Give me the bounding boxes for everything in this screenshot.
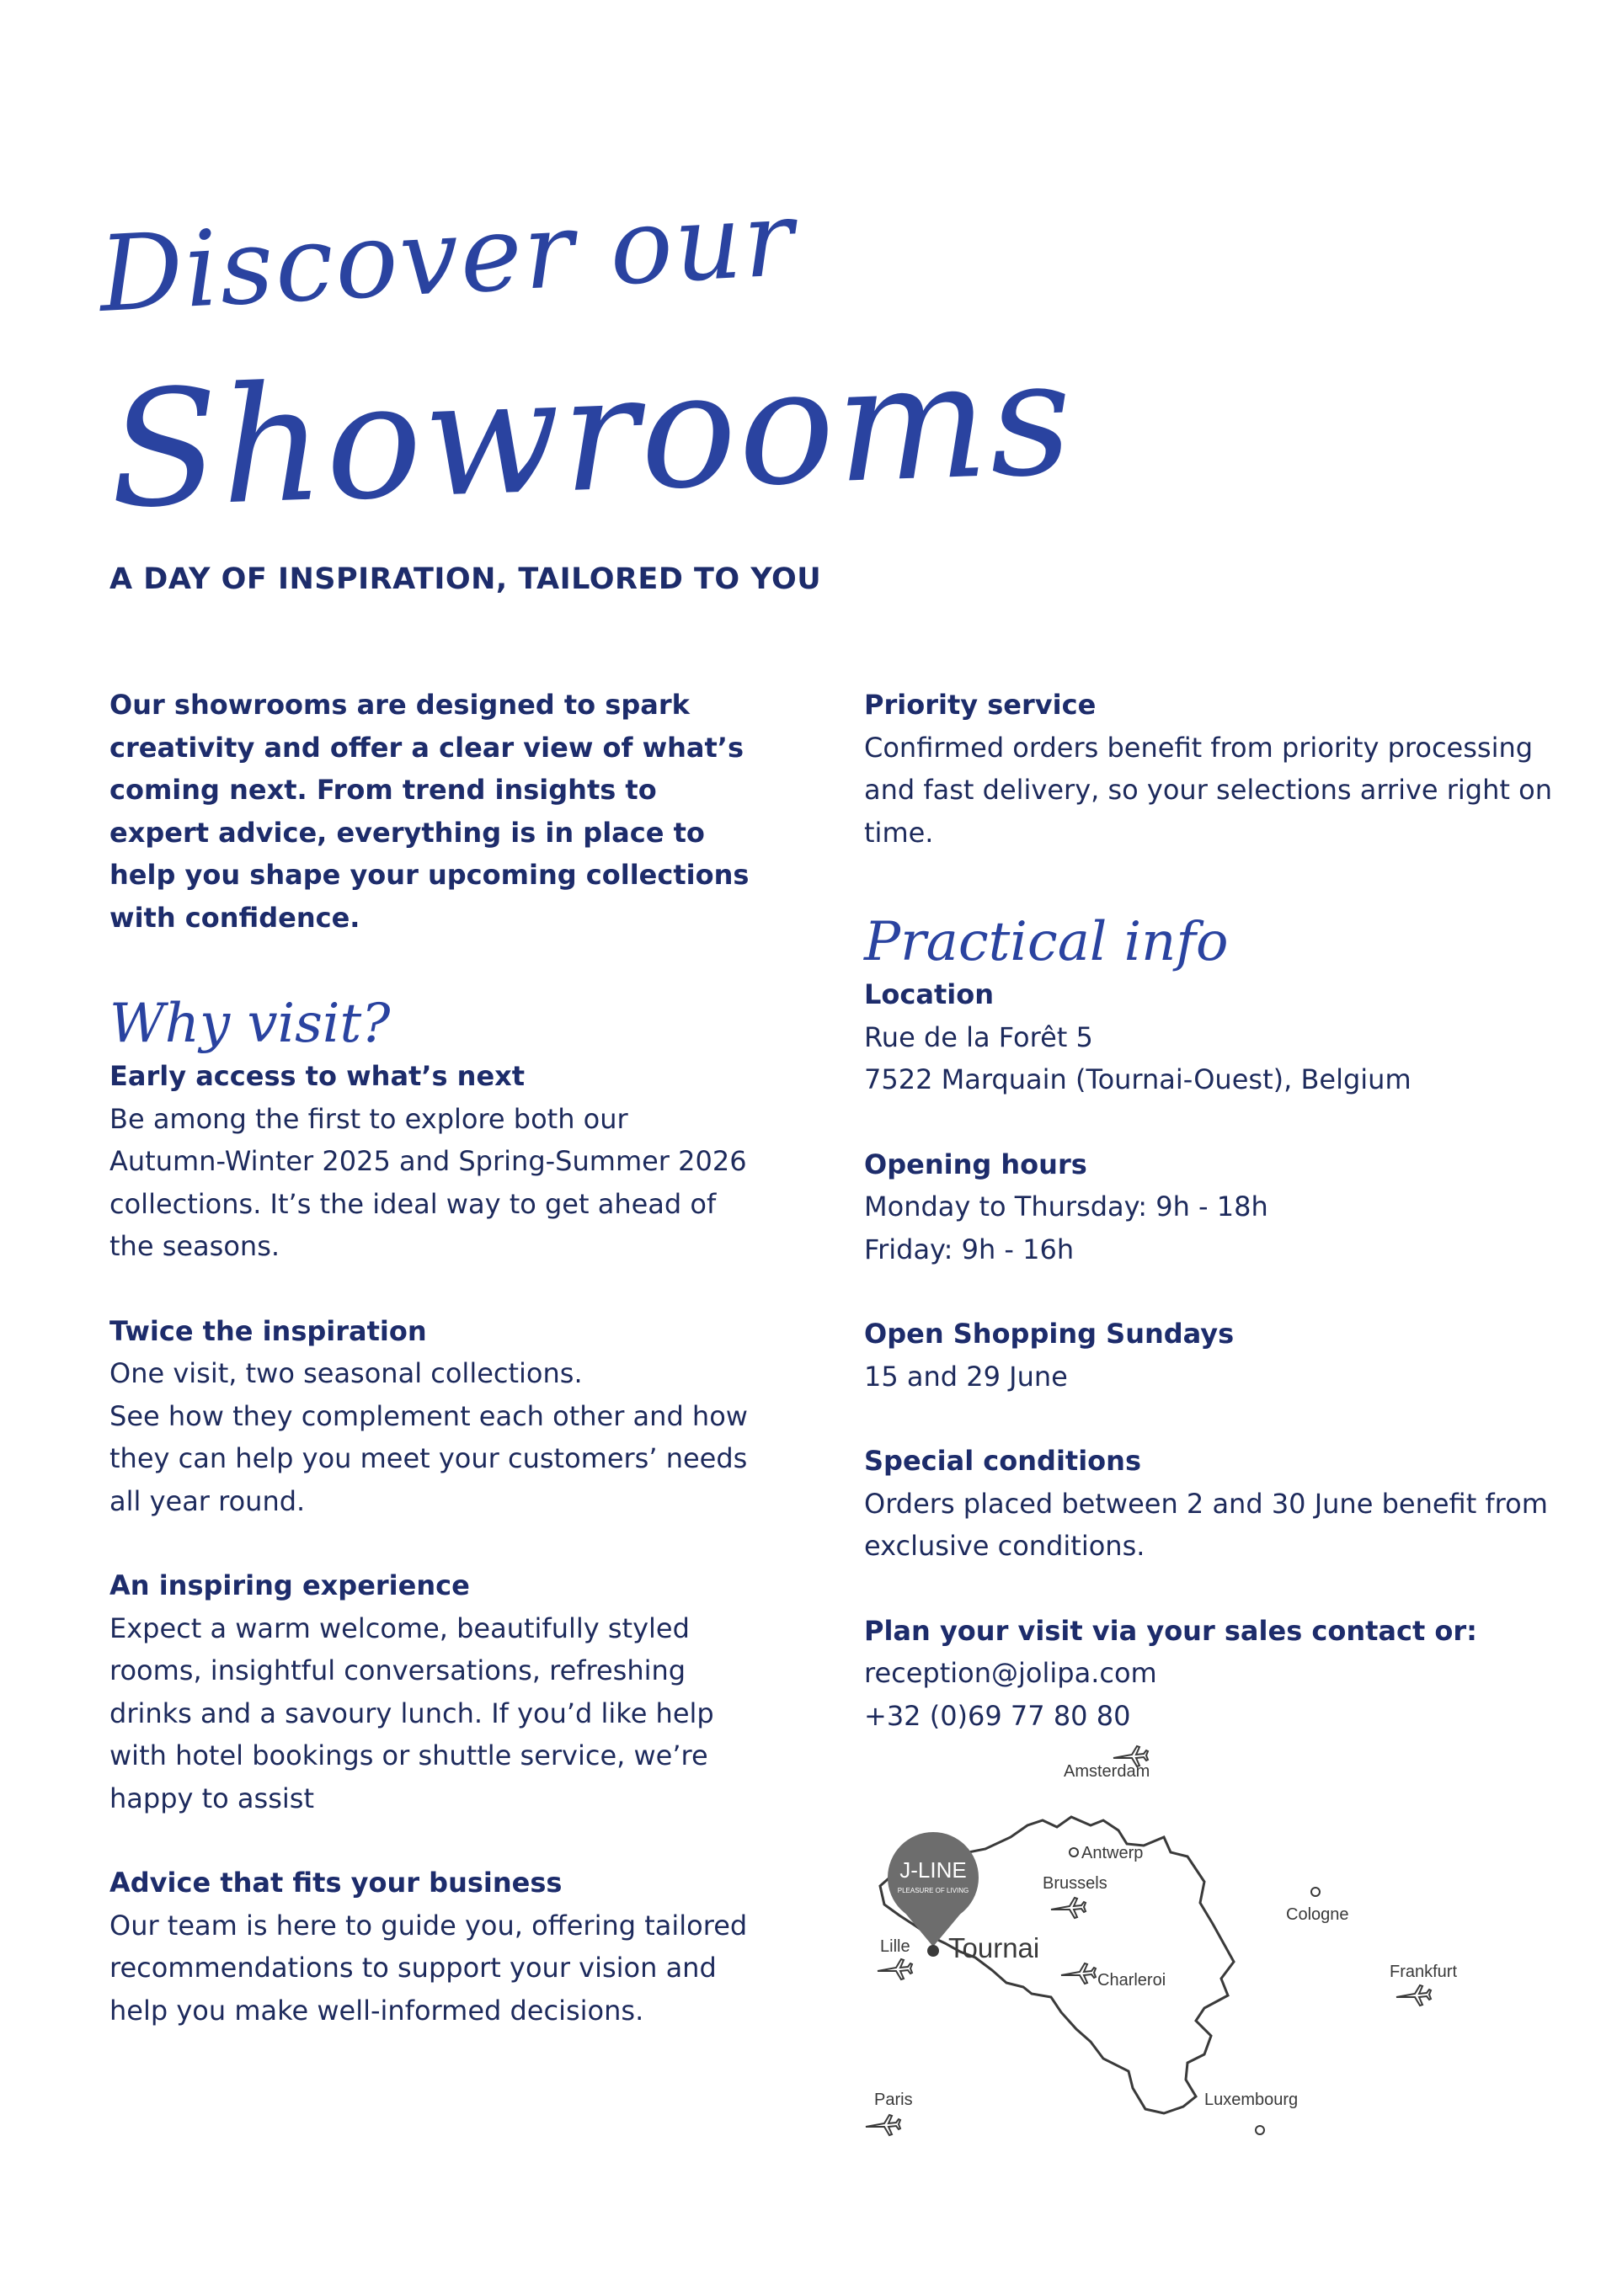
- city-luxembourg: Luxembourg: [1204, 2091, 1299, 2109]
- airplane-icon: [866, 2115, 900, 2135]
- title-showrooms: Showrooms: [106, 324, 1076, 544]
- intro-paragraph: Our showrooms are designed to spark creativity and offer a clear view of what’s coming next. From trend insights to expert advice, everything is in place to help you shape your upcoming collections with confidence.: [109, 689, 750, 934]
- city-paris: Paris: [874, 2091, 913, 2109]
- conditions-title: Special conditions: [864, 1445, 1141, 1477]
- left-column: [109, 684, 750, 2032]
- title-discover-our: Discover our: [96, 178, 798, 336]
- benefit-title: Early access to what’s next: [109, 1060, 526, 1092]
- location-map: [851, 1726, 1491, 2172]
- benefit-text: Be among the first to explore both our Autumn-Winter 2025 and Spring-Summer 2026 collections. It’s the ideal way to get ahead of the seasons.: [109, 1102, 747, 1262]
- airplane-icon: [1061, 1963, 1096, 1984]
- benefit-text: Our team is here to guide you, offering tailored recommendations to support your vision and help you make well-informed decisions.: [109, 1909, 748, 2027]
- jline-tagline: PLEASURE OF LIVING: [897, 1887, 969, 1894]
- sundays-title: Open Shopping Sundays: [864, 1318, 1235, 1350]
- location-line2: 7522 Marquain (Tournai-Ouest), Belgium: [864, 1063, 1412, 1095]
- conditions-text: Orders placed between 2 and 30 June benefit from exclusive conditions.: [864, 1487, 1548, 1562]
- contact-title: Plan your visit via your sales contact or:: [864, 1614, 1477, 1647]
- city-lille: Lille: [880, 1937, 910, 1956]
- priority-title: Priority service: [864, 689, 1097, 721]
- tournai-dot: [927, 1945, 939, 1957]
- luxembourg-dot: [1256, 2126, 1264, 2134]
- jline-brand: J-LINE: [899, 1857, 967, 1883]
- hours-title: Opening hours: [864, 1148, 1087, 1180]
- city-charleroi: Charleroi: [1097, 1971, 1166, 1990]
- airplane-icon: [1051, 1898, 1086, 1918]
- sundays-text: 15 and 29 June: [864, 1360, 1068, 1393]
- benefit-text: Expect a warm welcome, beautifully styled rooms, insightful conversations, refreshing drinks and a savoury lunch. If you’d like help with hotel bookings or shuttle service, we’re happy to assist: [109, 1611, 714, 1814]
- airplane-icon: [1396, 1985, 1431, 2006]
- benefit-title: Advice that fits your business: [109, 1867, 563, 1899]
- airplane-icon: [878, 1959, 912, 1979]
- contact-email[interactable]: reception@jolipa.com: [864, 1657, 1157, 1689]
- location-line1: Rue de la Forêt 5: [864, 1020, 1093, 1053]
- antwerp-dot: [1070, 1848, 1078, 1857]
- hours-line2: Friday: 9h - 16h: [864, 1233, 1075, 1265]
- subtitle: A DAY OF INSPIRATION, TAILORED TO YOU: [109, 562, 822, 596]
- city-brussels: Brussels: [1043, 1874, 1107, 1893]
- right-column: [864, 684, 1555, 1737]
- benefit-title: An inspiring experience: [109, 1569, 470, 1601]
- city-cologne: Cologne: [1286, 1905, 1349, 1924]
- contact-phone[interactable]: +32 (0)69 77 80 80: [864, 1699, 1131, 1732]
- benefit-text: One visit, two seasonal collections. See how they complement each other and how they can help you meet your customers’ needs all year round.: [109, 1357, 748, 1517]
- city-frankfurt: Frankfurt: [1390, 1963, 1458, 1981]
- practical-info-heading: Practical info: [864, 911, 1229, 973]
- cologne-dot: [1311, 1888, 1320, 1896]
- benefit-title: Twice the inspiration: [109, 1314, 427, 1347]
- location-title: Location: [864, 978, 994, 1010]
- hours-line1: Monday to Thursday: 9h - 18h: [864, 1191, 1268, 1223]
- why-visit-heading: Why visit?: [109, 993, 391, 1055]
- city-amsterdam: Amsterdam: [1064, 1762, 1150, 1781]
- priority-text: Confirmed orders benefit from priority processing and fast delivery, so your selections arrive right on time.: [864, 731, 1552, 849]
- jline-logo-marker: [888, 1832, 979, 1947]
- city-tournai: Tournai: [948, 1932, 1040, 1963]
- city-antwerp: Antwerp: [1081, 1844, 1144, 1862]
